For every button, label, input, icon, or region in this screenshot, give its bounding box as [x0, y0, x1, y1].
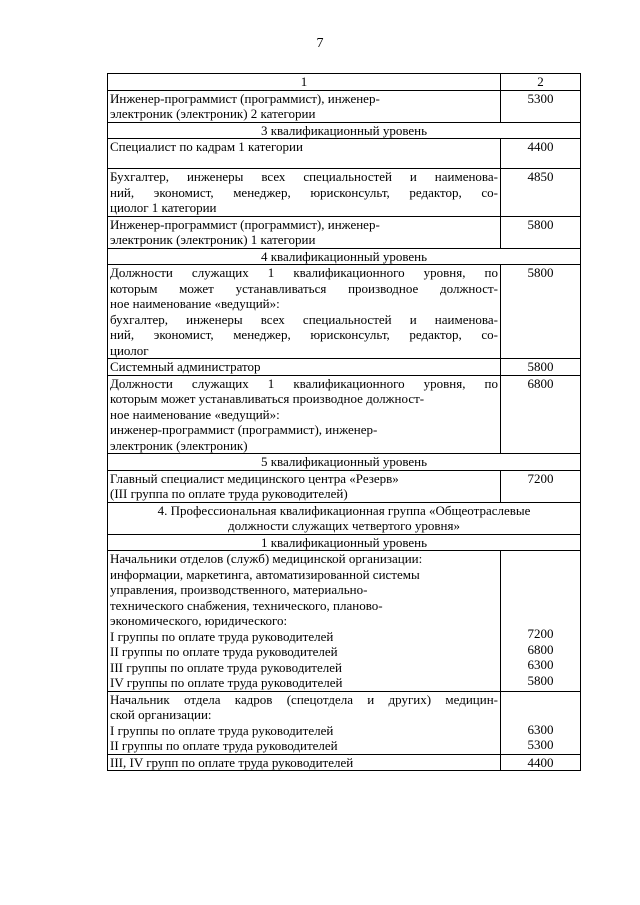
text-line: бухгалтер, инженеры всех специальностей и наименова- [110, 311, 498, 327]
text-line: ний, экономист, менеджер, юрисконсульт, редактор, со- [110, 327, 498, 342]
position-cell [108, 754, 501, 771]
table-row [108, 375, 581, 454]
text-line: Бухгалтер, инженеры всех специальностей и наименова- [110, 169, 498, 184]
salary-cell [501, 551, 581, 692]
group-heading-line: 4. Профессиональная квалификационная группа «Общеотраслевые [157, 502, 531, 518]
position-cell [108, 470, 501, 502]
salary-cell: 4400 [501, 754, 581, 771]
text-line: Главный специалист медицинского центра «Резерв» [110, 470, 399, 486]
text-line: ное наименование «ведущий»: [110, 296, 280, 311]
text-line: технического снабжения, технического, планово- [110, 597, 383, 613]
table-row [108, 359, 581, 376]
text-line: III, IV групп по оплате труда руководителей [110, 754, 354, 770]
salary-value: 5300 [527, 737, 554, 752]
table-row [108, 216, 581, 248]
text-line: I группы по оплате труда руководителей [110, 628, 334, 644]
level-row [108, 534, 581, 551]
text-line: III группы по оплате труда руководителей [110, 659, 342, 675]
text-line: электроник (электроник) [110, 437, 248, 453]
text-line: ное наименование «ведущий»: [110, 406, 280, 422]
text-line: управления, производственного, материально- [110, 582, 368, 597]
salary-table [107, 73, 581, 771]
text-line: II группы по оплате труда руководителей [110, 644, 338, 659]
level-row [108, 454, 581, 471]
level-heading: 5 квалификационный уровень [108, 454, 581, 471]
text-line: инженер-программист (программист), инженер- [110, 422, 378, 437]
table-row [108, 691, 581, 754]
table-row [108, 470, 581, 502]
text-line: (III группа по оплате труда руководителей) [110, 486, 348, 501]
table-row [108, 90, 581, 122]
group-heading [108, 502, 581, 534]
salary-cell: 5800 [501, 265, 581, 359]
position-cell [108, 265, 501, 359]
position-cell [108, 139, 501, 169]
position-cell [108, 375, 501, 454]
page-number: 7 [316, 36, 324, 51]
position-cell [108, 216, 501, 248]
salary-cell: 5300 [501, 90, 581, 122]
table-row [108, 169, 581, 217]
level-heading: 4 квалификационный уровень [108, 248, 581, 265]
text-line: Начальники отделов (служб) медицинской организации: [110, 551, 423, 566]
text-line: электроник (электроник) 1 категории [110, 232, 316, 247]
salary-cell: 6800 [501, 375, 581, 454]
salary-cell: 4400 [501, 139, 581, 169]
salary-value: 5800 [527, 672, 554, 688]
group-heading-line: должности служащих четвертого уровня» [228, 518, 460, 533]
salary-cell: 4850 [501, 169, 581, 217]
table-row [108, 551, 581, 692]
salary-value: 6300 [527, 657, 554, 672]
salary-cell: 7200 [501, 470, 581, 502]
text-line: IV группы по оплате труда руководителей [110, 675, 343, 690]
salary-value: 6300 [527, 721, 554, 737]
text-line: экономического, юридического: [110, 613, 288, 628]
position-cell [108, 90, 501, 122]
position-cell [108, 551, 501, 692]
position-cell [108, 169, 501, 217]
salary-value: 6800 [527, 641, 554, 657]
text-line: Должности служащих 1 квалификационного уровня, по [110, 265, 498, 280]
level-row [108, 122, 581, 139]
salary-cell [501, 691, 581, 754]
text-line: I группы по оплате труда руководителей [110, 722, 334, 738]
text-line: электроник (электроник) 2 категории [110, 106, 316, 121]
text-line: ний, экономист, менеджер, юрисконсульт, редактор, со- [110, 184, 498, 200]
level-row [108, 248, 581, 265]
header-col2: 2 [501, 74, 581, 91]
level-heading: 3 квалификационный уровень [108, 122, 581, 139]
header-col1: 1 [108, 74, 501, 91]
salary-value: 7200 [527, 626, 554, 641]
text-line: Специалист по кадрам 1 категории [110, 139, 303, 154]
text-line: информации, маркетинга, автоматизированной системы [110, 566, 420, 582]
text-line: Должности служащих 1 квалификационного уровня, по [110, 375, 498, 391]
text-line: ской организации: [110, 707, 212, 722]
text-line: Инженер-программист (программист), инженер- [110, 216, 380, 232]
text-line: циолог 1 категории [110, 200, 217, 215]
text-line: II группы по оплате труда руководителей [110, 738, 338, 753]
salary-cell: 5800 [501, 216, 581, 248]
level-heading: 1 квалификационный уровень [108, 534, 581, 551]
text-line: Инженер-программист (программист), инженер- [110, 90, 380, 106]
table-row [108, 754, 581, 771]
table-header-row [108, 74, 581, 91]
group-row [108, 502, 581, 534]
position-cell [108, 691, 501, 754]
table-row [108, 139, 581, 169]
table-row [108, 265, 581, 359]
text-line: циолог [110, 342, 149, 358]
position-cell [108, 359, 501, 376]
salary-cell: 5800 [501, 359, 581, 376]
text-line: Начальник отдела кадров (спецотдела и других) медицин- [110, 691, 498, 707]
text-line: Системный администратор [110, 359, 261, 374]
text-line: которым может устанавливаться производное должност- [110, 391, 425, 406]
text-line: которым может устанавливаться производное должност- [110, 280, 498, 296]
